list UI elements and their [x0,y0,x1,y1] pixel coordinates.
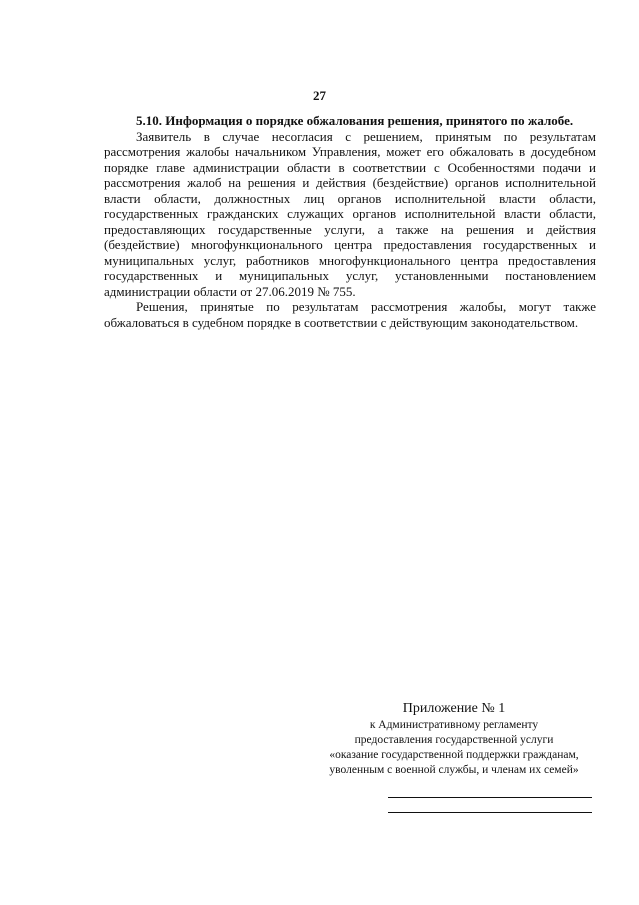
appendix-line-families: уволенным с военной службы, и членам их семей» [329,764,579,776]
appendix-title: Приложение № 1 [402,701,506,716]
appendix-line-support: «оказание государственной поддержки гражданам, [329,749,579,761]
appendix-block [318,700,590,778]
signature-line [388,797,592,798]
appendix-line-regulation: к Административному регламенту [369,719,539,731]
section-heading: 5.10. Информация о порядке обжалования решения, принятого по жалобе. [136,113,574,128]
signature-line [388,812,592,813]
appendix-line-service: предоставления государственной услуги [354,734,554,746]
paragraph-judicial-appeal: Решения, принятые по результатам рассмотрения жалобы, могут также обжаловаться в судебном порядке в соответствии с действующим законодательством. [104,299,596,330]
section-5-10 [104,113,596,330]
page-number: 27 [313,88,326,103]
paragraph-pretrial-appeal: Заявитель в случае несогласия с решением, принятым по результатам рассмотрения жалобы начальником Управления, может его обжаловать в досудебном порядке главе администрации области в соответствии с Особенностями подачи и рассмотрения жалоб на решения и действия (бездействие) органов исполнительной власти области, должностных лиц органов исполнительной власти области, государственных гражданских служащих органов исполнительной власти области, предоставляющих государственные услуги, а также на решения и действия (бездействие) многофункционального центра предоставления государственных и муниципальных услуг, работников многофункционального центра предоставления государственных и муниципальных услуг, установленными постановлением администрации области от 27.06.2019 № 755. [104,128,596,299]
